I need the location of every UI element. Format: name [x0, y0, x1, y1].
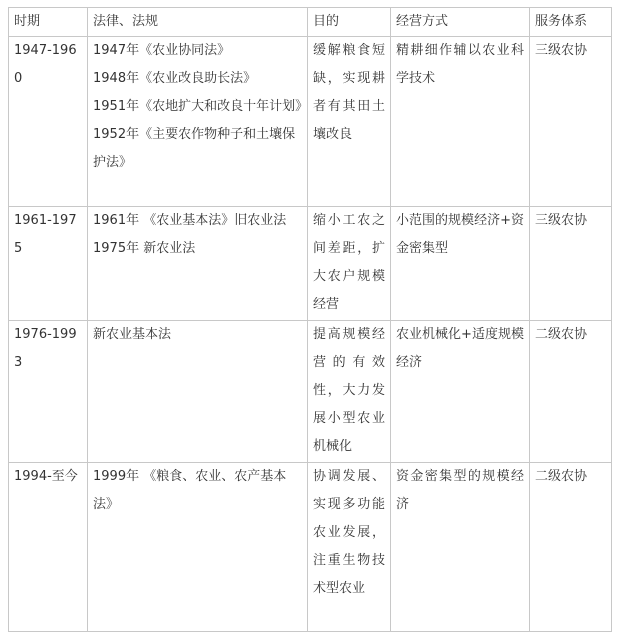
header-purpose: 目的: [308, 8, 391, 37]
table-row: [9, 207, 612, 321]
period-cell: 1994-至今: [9, 463, 88, 632]
law-item: 1951年《农地扩大和改良十年计划》: [93, 99, 309, 114]
law-item: 新农业基本法: [93, 327, 172, 342]
service-cell: 三级农协: [530, 37, 612, 207]
service-cell: 二级农协: [530, 321, 612, 463]
law-item: 1947年《农业协同法》: [93, 43, 231, 58]
purpose-cell: 缓解粮食短缺，实现耕者有其田土壤改良: [308, 37, 391, 207]
laws-cell: [88, 207, 308, 321]
table-header-row: [9, 8, 612, 37]
law-item: 1999年 《粮食、农业、农产基本法》: [93, 469, 287, 512]
laws-cell: [88, 37, 308, 207]
period-cell: 1961-1975: [9, 207, 88, 321]
mode-cell: 精耕细作辅以农业科学技术: [391, 37, 530, 207]
mode-cell: 资金密集型的规模经济: [391, 463, 530, 632]
purpose-cell: 提高规模经营的有效性，大力发展小型农业机械化: [308, 321, 391, 463]
service-cell: 二级农协: [530, 463, 612, 632]
mode-cell: 农业机械化+适度规模经济: [391, 321, 530, 463]
header-service: 服务体系: [530, 8, 612, 37]
law-item: 1961年 《农业基本法》旧农业法: [93, 213, 287, 228]
mode-cell: 小范围的规模经济+资金密集型: [391, 207, 530, 321]
agriculture-policy-table: [8, 7, 612, 632]
table-row: [9, 463, 612, 632]
laws-cell: [88, 463, 308, 632]
header-laws: 法律、法规: [88, 8, 308, 37]
purpose-cell: 缩小工农之间差距，扩大农户规模经营: [308, 207, 391, 321]
table-row: [9, 37, 612, 207]
header-period: 时期: [9, 8, 88, 37]
period-cell: 1947-1960: [9, 37, 88, 207]
table-row: [9, 321, 612, 463]
service-cell: 三级农协: [530, 207, 612, 321]
laws-cell: [88, 321, 308, 463]
period-cell: 1976-1993: [9, 321, 88, 463]
law-item: 1952年《主要农作物种子和土壤保护法》: [93, 127, 296, 170]
header-mode: 经营方式: [391, 8, 530, 37]
purpose-cell: 协调发展、实现多功能农业发展，注重生物技术型农业: [308, 463, 391, 632]
law-item: 1948年《农业改良助长法》: [93, 71, 257, 86]
law-item: 1975年 新农业法: [93, 241, 196, 256]
